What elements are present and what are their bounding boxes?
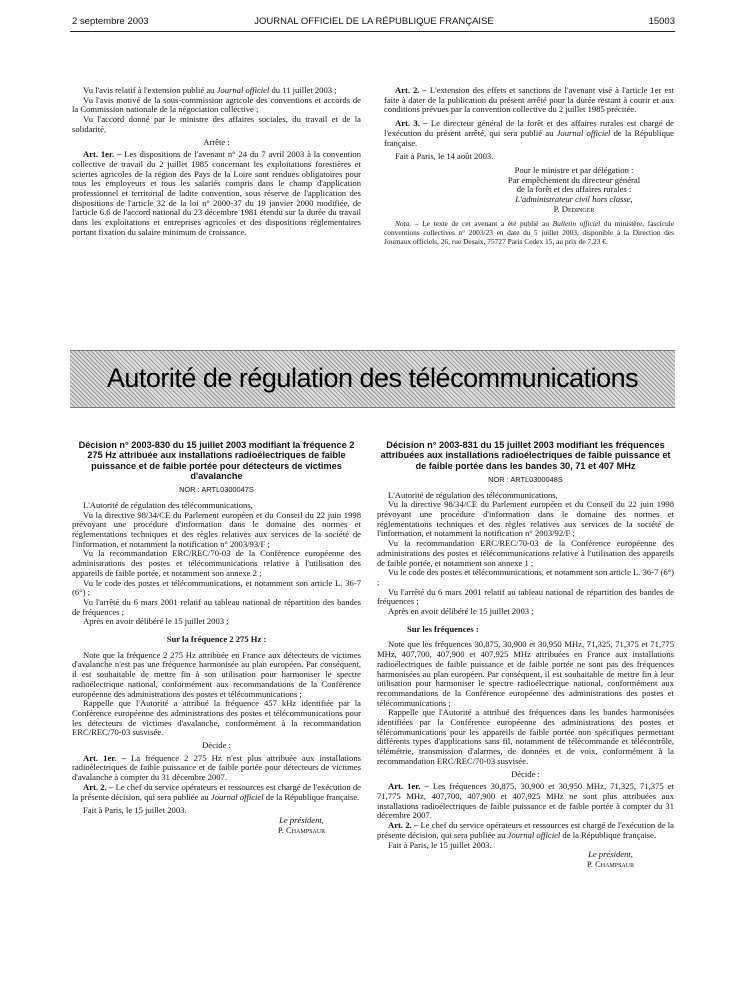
paragraph: Vu l'arrêté du 6 mars 2001 relatif au tableau national de répartition des bandes de fréquences ; bbox=[72, 596, 361, 617]
article-3: Art. 3. – Le directeur général de la forêt et des affaires rurales est chargé de l'exécution du présent arrêté, qui sera publié au Journal officiel de la République française. bbox=[384, 118, 674, 148]
paragraph: Note que les fréquences 30,875, 30,900 et 30,950 MHz, 71,325, 71,375 et 71,775 MHz, 407,700, 407,900 et 407,925 MHz attribuées en France aux installations radioélectriques de faible puissance et de faible portée ne sont pas des fréquences harmonisées au plan européen. Par conséquent, il est souhaitable de mettre fin à leur utilisation pour harmoniser le spectre radioélectrique national, conformément aux recommandations de la Conférence européenne des administrations des postes et télécommunications ; bbox=[377, 639, 674, 708]
decision-830 bbox=[72, 440, 361, 835]
paragraph: Vu la directive 98/34/CE du Parlement européen et du Conseil du 22 juin 1998 prévoyant une procédure d'information dans le domaine des normes et réglementations techniques et des règles relatives aux services de la société de l'information, et notamment la notification n° 2003/93/F ; bbox=[72, 509, 361, 549]
paragraph: L'Autorité de régulation des télécommunications, bbox=[83, 499, 253, 510]
article-2: Art. 2. – Le chef du service opérateurs et ressources est chargé de l'exécution de la présente décision, qui sera publiée au Journal officiel de la République française. bbox=[377, 820, 674, 840]
decide-heading: Décide : bbox=[202, 740, 231, 751]
signature-line: Pour le ministre et par délégation : bbox=[514, 164, 634, 175]
signatory-name: P. Champsaur bbox=[277, 824, 326, 835]
signatory-name: P. Dedinger bbox=[553, 203, 595, 214]
decision-title: Décision n° 2003-830 du 15 juillet 2003 modifiant la fréquence 2 275 Hz attribuée aux installations radioélectriques de faible puissance et de faible portée pour détecteurs de victimes d'avalanche bbox=[78, 440, 355, 481]
article-1: Art. 1er. – Les dispositions de l'avenant n° 24 du 7 avril 2003 à la convention collective de travail du 2 juillet 1985 concernant les exploitations forestières et scieries agricoles de la région des Pays de la Loire sont rendues obligatoires pour tous les employeurs et tous les salariés compris dans le champ d'application professionnel et territorial de ladite convention, sous réserve de l'application des dispositions de l'article 32 de la loi n° 2000-37 du 19 janvier 2000 modifiée, de l'article 6.6 de l'accord national du 23 décembre 1981 étendu sur la durée du travail dans les exploitations et entreprises agricoles et des dispositions réglementaires portant fixation du salaire minimum de croissance. bbox=[72, 149, 361, 237]
paragraph: Vu la recommandation ERC/REC/70-03 de la Conférence européenne des administrations des postes et télécommunications relative à l'utilisation des appareils de faible portée, et notamment son annexe 2 ; bbox=[72, 548, 361, 578]
banner-title: Autorité de régulation des télécommunications bbox=[106, 363, 639, 393]
top-right-column bbox=[384, 86, 674, 246]
signature-line: Le président, bbox=[279, 814, 324, 825]
section-banner bbox=[70, 350, 675, 408]
article-2: Art. 2. – Le chef du service opérateurs et ressources est chargé de l'exécution de la présente décision, qui sera publiée au Journal officiel de la République française. bbox=[72, 781, 361, 802]
signature-line: de la forêt et des affaires rurales : bbox=[516, 184, 632, 195]
paragraph: Rappelle que l'Autorité a attribué la fréquence 457 kHz identifiée par la Conférence européenne des administrations des postes et télécommunications pour les détecteurs de victimes d'avalanche, conformément à la recommandation ERC/REC/70-03 susvisée. bbox=[72, 698, 361, 738]
paragraph: Rappelle que l'Autorité a attribué des fréquences dans les bandes harmonisées identifiées par la Conférence européenne des administrations des postes et télécommunications pour les appareils de faible portée non spécifiques permettant différents types d'applications sans fil, notamment de télécommande et télécontrôle, télémétrie, transmission d'alarmes, de données et de voix, conformément à la recommandation ERC/REC/70-03 susvisée. bbox=[377, 707, 674, 766]
signatory-name: P. Champsaur bbox=[586, 858, 635, 869]
article-2: Art. 2. – L'extension des effets et sanctions de l'avenant visé à l'article 1er est faite à dater de la publication du présent arrêté pour la durée restant à courir et aux conditions prévues par la convention collective du 2 juillet 1985 précitée. bbox=[384, 85, 674, 115]
top-left-column bbox=[72, 86, 361, 238]
decide-heading: Décide : bbox=[511, 768, 540, 779]
nota: Nota. – Le texte de cet avenant a été publié au Bulletin officiel du ministère, fascicule conventions collectives n° 2003/23 en date du 5 juillet 2003, disponible à la Direction des Journaux officiels, 26, rue Desaix, 75727 Paris Cedex 15, au prix de 7,23 €. bbox=[384, 219, 675, 246]
fait-a-paris: Fait à Paris, le 15 juillet 2003. bbox=[388, 839, 492, 850]
page-number: 15003 bbox=[648, 16, 675, 27]
article-1: Art. 1er. – La fréquence 2 275 Hz n'est plus attribuée aux installations radioélectriques de faible puissance et de faible portée pour détecteurs de victimes d'avalanche à compter du 31 décembre 2007. bbox=[72, 752, 361, 783]
paragraph: Après en avoir délibéré le 15 juillet 2003 ; bbox=[83, 616, 229, 627]
subheading: Sur la fréquence 2 275 Hz : bbox=[166, 634, 267, 645]
journal-title: JOURNAL OFFICIEL DE LA RÉPUBLIQUE FRANÇAISE bbox=[254, 16, 494, 27]
paragraph: Après en avoir délibéré le 15 juillet 2003 ; bbox=[388, 606, 534, 617]
signature-line: Par empêchement du directeur général bbox=[507, 174, 641, 185]
paragraph: Vu l'arrêté du 6 mars 2001 relatif au tableau national de répartition des bandes de fréquences ; bbox=[377, 586, 674, 607]
paragraph: L'Autorité de régulation des télécommunications, bbox=[388, 489, 558, 500]
arrete-heading: Arrête : bbox=[203, 136, 230, 147]
fait-a-paris: Fait à Paris, le 15 juillet 2003. bbox=[83, 805, 187, 816]
paragraph: Vu le code des postes et télécommunications, et notamment son article L. 36-7 (6°) ; bbox=[377, 567, 674, 587]
paragraph: Vu la recommandation ERC/REC/70-03 de la Conférence européenne des administrations des postes et télécommunications relative à l'utilisation des appareils de faible portée, et notamment son annexe 1 ; bbox=[377, 538, 674, 568]
fait-a-paris: Fait à Paris, le 14 août 2003. bbox=[395, 151, 494, 162]
paragraph: Vu l'avis relatif à l'extension publié au Journal officiel du 11 juillet 2003 ; bbox=[83, 85, 337, 95]
header-rule bbox=[70, 31, 675, 32]
signature-line: Le président, bbox=[588, 849, 633, 860]
subheading: Sur les fréquences : bbox=[407, 623, 479, 634]
nor-reference: NOR : ARTL0300048S bbox=[488, 474, 563, 484]
article-1: Art. 1er. – Les fréquences 30,875, 30,900 et 30,950 MHz, 71,325, 71,375 et 71,775 MHz, 407,700, 407,900 et 407,925 MHz ne sont plus attribuées aux installations radioélectriques de faible puissance et de faible portée à compter du 31 décembre 2007. bbox=[377, 781, 674, 821]
header-date: 2 septembre 2003 bbox=[72, 16, 149, 27]
paragraph: Vu l'avis motivé de la sous-commission agricole des conventions et accords de la Commission nationale de la négociation collective ; bbox=[72, 94, 361, 115]
decision-title: Décision n° 2003-831 du 15 juillet 2003 modifiant les fréquences attribuées aux installations radioélectriques de faible puissance et de faible portée dans les bandes 30, 71 et 407 MHz bbox=[380, 440, 671, 471]
paragraph: Vu l'accord donné par le ministre des affaires sociales, du travail et de la solidarité, bbox=[72, 114, 361, 134]
paragraph: Vu la directive 98/34/CE du Parlement européen et du Conseil du 22 juin 1998 prévoyant une procédure d'information dans le domaine des normes et réglementations techniques et des règles relatives aux services de la société de l'information, et notamment la notification n° 2003/92/F ; bbox=[377, 499, 674, 539]
signature-line: L'administrateur civil hors classe, bbox=[515, 194, 633, 205]
nor-reference: NOR : ARTL0300047S bbox=[179, 485, 254, 495]
decision-831 bbox=[377, 440, 674, 870]
paragraph: Vu le code des postes et télécommunications, et notamment son article L. 36-7 (6°) ; bbox=[72, 577, 361, 598]
paragraph: Note que la fréquence 2 275 Hz attribuée en France aux détecteurs de victimes d'avalanche n'est pas une fréquence harmonisée au plan européen. Par conséquent, il est souhaitable de mettre fin à son utilisation pour harmoniser le spectre radioélectrique national, conformément aux recommandations de la Conférence européenne des administrations des postes et télécommunications ; bbox=[72, 649, 361, 699]
